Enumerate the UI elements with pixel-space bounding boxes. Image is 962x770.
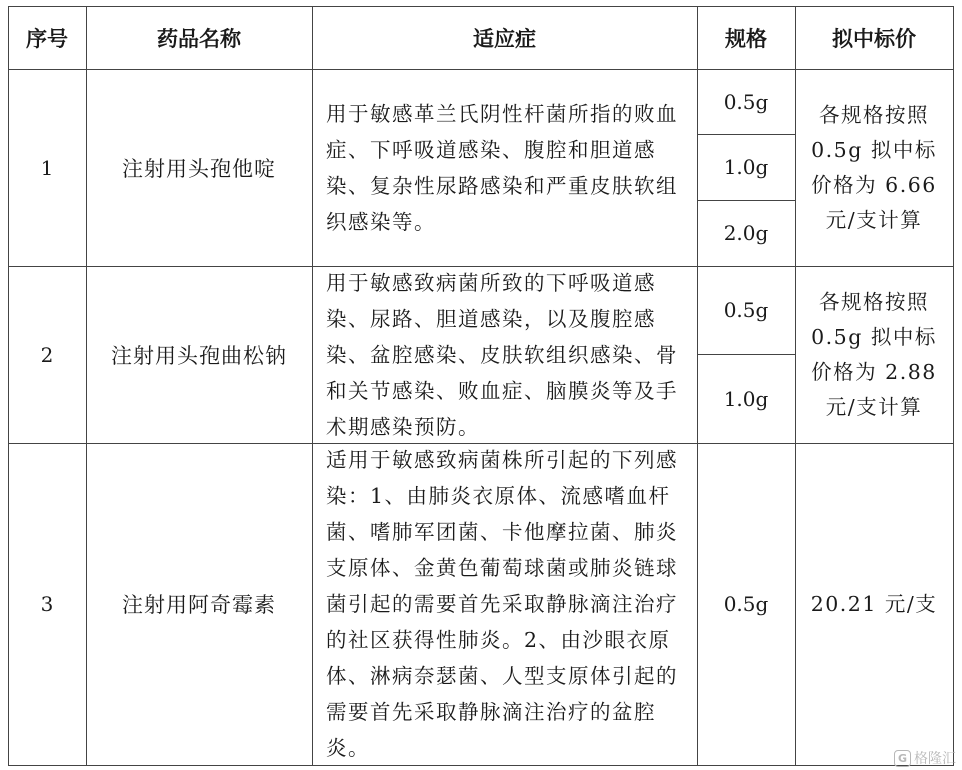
watermark <box>894 748 956 768</box>
row1-spec-1: 0.5g <box>723 89 769 114</box>
row1-drug-name: 注射用头孢他啶 <box>122 156 276 181</box>
row2-price: 各规格按照0.5g 拟中标价格为 2.88元/支计算 <box>811 289 937 419</box>
row2-drug-name: 注射用头孢曲松钠 <box>111 343 287 368</box>
row2-spec-2: 1.0g <box>723 386 769 411</box>
header-price: 拟中标价 <box>832 26 916 51</box>
row3-indication: 适用于敏感致病菌株所引起的下列感染：1、由肺炎衣原体、流感嗜血杆菌、嗜肺军团菌、卡他摩拉菌、肺炎支原体、金黄色葡萄球菌或肺炎链球菌引起的需要首先采取静脉滴注治疗的社区获得性肺炎。2、由沙眼衣原体、淋病奈瑟菌、人型支原体引起的需要首先采取静脉滴注治疗的盆腔炎。 <box>326 448 678 760</box>
row1-spec-2: 1.0g <box>723 155 769 179</box>
row2-indication: 用于敏感致病菌所致的下呼吸道感染、尿路、胆道感染，以及腹腔感染、盆腔感染、皮肤软组织感染、骨和关节感染、败血症、脑膜炎等及手术期感染预防。 <box>326 270 678 439</box>
row3-spec-1: 0.5g <box>723 592 769 616</box>
row1-seq: 1 <box>40 155 54 180</box>
header-spec: 规格 <box>725 26 767 51</box>
watermark-logo-icon: G <box>894 750 911 767</box>
header-drug-name: 药品名称 <box>157 26 241 51</box>
row1-price: 各规格按照0.5g 拟中标价格为 6.66元/支计算 <box>811 102 937 232</box>
row1-spec-3: 2.0g <box>723 221 769 245</box>
row2-seq: 2 <box>40 342 54 367</box>
row1-indication: 用于敏感革兰氏阴性杆菌所指的败血症、下呼吸道感染、腹腔和胆道感染、复杂性尿路感染和严重皮肤软组织感染等。 <box>326 101 678 234</box>
header-indication: 适应症 <box>473 26 536 51</box>
row3-seq: 3 <box>40 592 54 616</box>
drug-table <box>8 6 954 766</box>
header-seq: 序号 <box>26 26 68 51</box>
row3-price: 20.21 元/支 <box>810 591 938 616</box>
row2-spec-1: 0.5g <box>723 298 769 322</box>
watermark-text: 格隆汇 <box>914 751 956 767</box>
row3-drug-name: 注射用阿奇霉素 <box>122 593 276 617</box>
rule-right <box>953 6 954 766</box>
